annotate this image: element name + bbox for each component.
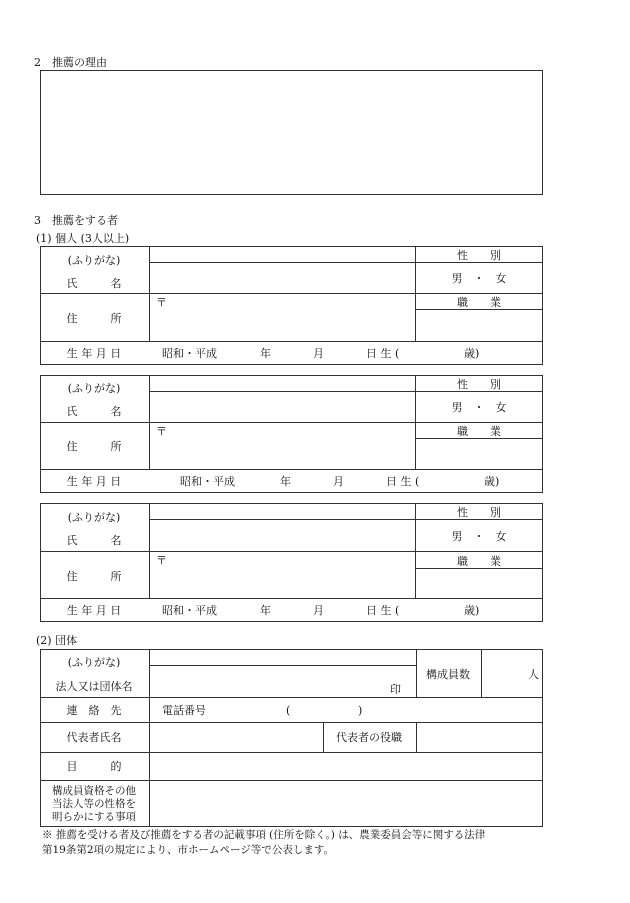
rep-title-label: 代表者の役職 xyxy=(336,731,402,744)
group-name-label: 法人又は団体名 xyxy=(55,680,133,693)
name-input[interactable] xyxy=(150,392,414,421)
purpose-input[interactable] xyxy=(150,753,542,779)
contact-label: 連 絡 先 xyxy=(66,704,122,717)
era-label: 昭和・平成 xyxy=(180,475,235,488)
furigana-label: (ふりがな) xyxy=(67,382,121,395)
day-born-label: 日 生 ( xyxy=(366,347,400,360)
purpose-label: 目 的 xyxy=(66,760,122,773)
phone-label: 電話番号 xyxy=(162,704,206,717)
footnote-line-1: ※ 推薦を受ける者及び推薦をする者の記載事項 (住所を除く。) は、農業委員会等に関する法律 xyxy=(42,829,486,841)
address-label: 住 所 xyxy=(66,312,122,325)
gender-label: 性 別 xyxy=(457,506,501,519)
phone-paren-close: ) xyxy=(358,704,363,717)
postal-mark: 〒 xyxy=(156,425,167,438)
occupation-input[interactable] xyxy=(416,310,542,340)
occupation-label: 職 業 xyxy=(457,555,501,568)
group-furigana-label: (ふりがな) xyxy=(67,656,121,669)
section-2-heading: 2 推薦の理由 xyxy=(34,56,107,69)
year-label: 年 xyxy=(260,604,271,617)
phone-paren-open: ( xyxy=(286,704,291,717)
era-label: 昭和・平成 xyxy=(162,347,217,360)
address-input[interactable] xyxy=(150,552,414,597)
section-3-heading: 3 推薦をする者 xyxy=(34,214,118,227)
individual-heading: (1) 個人 (3人以上) xyxy=(36,232,130,245)
occupation-label: 職 業 xyxy=(457,425,501,438)
gender-options[interactable]: 男 ・ 女 xyxy=(451,272,507,285)
group-furigana-input[interactable] xyxy=(150,650,415,664)
name-label: 氏 名 xyxy=(66,534,122,547)
address-label: 住 所 xyxy=(66,570,122,583)
group-name-input[interactable] xyxy=(150,666,415,696)
postal-mark: 〒 xyxy=(156,554,167,567)
birthdate-label: 生 年 月 日 xyxy=(66,347,122,360)
age-label: 歳) xyxy=(484,475,500,488)
gender-options[interactable]: 男 ・ 女 xyxy=(451,530,507,543)
name-input[interactable] xyxy=(150,520,414,550)
phone-input[interactable] xyxy=(230,698,530,721)
age-label: 歳) xyxy=(464,604,480,617)
birthdate-label: 生 年 月 日 xyxy=(66,604,122,617)
month-label: 月 xyxy=(333,475,344,488)
era-label: 昭和・平成 xyxy=(162,604,217,617)
gender-label: 性 別 xyxy=(457,378,501,391)
day-born-label: 日 生 ( xyxy=(386,475,420,488)
rep-title-input[interactable] xyxy=(417,723,542,751)
postal-mark: 〒 xyxy=(156,296,167,309)
year-label: 年 xyxy=(260,347,271,360)
seal-mark: 印 xyxy=(390,683,401,696)
group-heading: (2) 団体 xyxy=(36,634,78,647)
occupation-label: 職 業 xyxy=(457,296,501,309)
furigana-input[interactable] xyxy=(150,376,414,390)
members-unit: 人 xyxy=(528,668,539,681)
address-input[interactable] xyxy=(150,423,414,468)
month-label: 月 xyxy=(313,604,324,617)
footnote-line-2: 第19条第2項の規定により、市ホームページ等で公表します。 xyxy=(42,844,334,856)
occupation-input[interactable] xyxy=(416,439,542,468)
name-input[interactable] xyxy=(150,263,414,292)
qualification-label-line3: 明らかにする事項 xyxy=(52,811,136,823)
gender-options[interactable]: 男 ・ 女 xyxy=(451,401,507,414)
birthdate-label: 生 年 月 日 xyxy=(66,475,122,488)
rep-name-label: 代表者氏名 xyxy=(66,731,122,744)
occupation-input[interactable] xyxy=(416,569,542,597)
furigana-label: (ふりがな) xyxy=(67,254,121,267)
furigana-label: (ふりがな) xyxy=(67,511,121,524)
age-label: 歳) xyxy=(464,347,480,360)
year-label: 年 xyxy=(280,475,291,488)
recommendation-reason-box[interactable] xyxy=(40,70,543,195)
month-label: 月 xyxy=(313,347,324,360)
day-born-label: 日 生 ( xyxy=(366,604,400,617)
qualification-input[interactable] xyxy=(150,781,542,826)
gender-label: 性 別 xyxy=(457,249,501,262)
furigana-input[interactable] xyxy=(150,247,414,261)
furigana-input[interactable] xyxy=(150,504,414,518)
qualification-label-line1: 構成員資格その他 xyxy=(52,785,136,797)
name-label: 氏 名 xyxy=(66,405,122,418)
rep-name-input[interactable] xyxy=(150,723,322,751)
members-count-label: 構成員数 xyxy=(426,668,470,681)
name-label: 氏 名 xyxy=(66,277,122,290)
address-label: 住 所 xyxy=(66,440,122,453)
address-input[interactable] xyxy=(150,294,414,340)
qualification-label-line2: 当法人等の性格を xyxy=(52,798,136,810)
